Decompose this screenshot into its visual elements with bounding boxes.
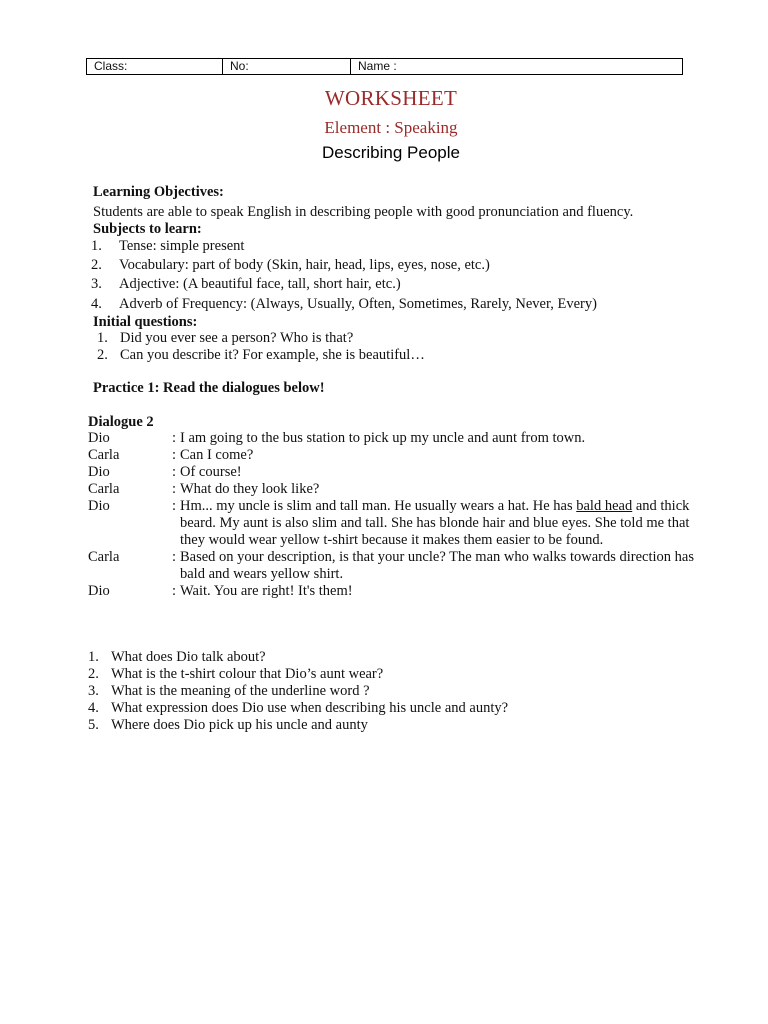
dialogue-text: Of course!: [180, 464, 242, 480]
subjects-heading: Subjects to learn:: [93, 221, 202, 237]
question-number: 3.: [88, 683, 99, 699]
speaker-colon: :: [172, 464, 177, 480]
question-text: What expression does Dio use when describing his uncle and aunty?: [111, 700, 509, 716]
learning-objectives-text: Students are able to speak English in describing people with good pronunciation and fluency.: [93, 204, 634, 220]
list-number: 1.: [91, 238, 102, 254]
initial-questions-list: [97, 330, 425, 364]
speaker-colon: :: [172, 481, 177, 497]
speaker-colon: :: [172, 430, 177, 446]
list-item: [88, 238, 597, 257]
question-number: 4.: [88, 700, 99, 716]
speaker-colon: :: [172, 583, 177, 599]
question-text: What does Dio talk about?: [111, 649, 266, 665]
speaker-colon: :: [172, 447, 177, 463]
list-number: 4.: [91, 295, 102, 312]
learning-objectives-heading: Learning Objectives:: [93, 184, 224, 200]
dialogue-text: Wait. You are right! It's them!: [180, 583, 353, 599]
question-item: [88, 666, 508, 683]
dialogue-line: [88, 583, 698, 600]
list-text: Did you ever see a person? Who is that?: [120, 330, 354, 346]
speaker-colon: :: [172, 498, 177, 514]
student-info-table: [86, 58, 683, 75]
speaker-name: Carla: [88, 447, 120, 463]
dialogue-text: [180, 498, 698, 549]
topic-heading: Describing People: [322, 143, 460, 162]
dialogue-line: [88, 549, 698, 583]
list-number: 3.: [91, 276, 102, 293]
question-item: [88, 683, 508, 700]
practice-heading: Practice 1: Read the dialogues below!: [93, 380, 325, 396]
list-text: Tense: simple present: [119, 238, 245, 254]
speaker-name: Dio: [88, 583, 110, 599]
dialogue-text: Based on your description, is that your uncle? The man who walks towards direction has bald and wears yellow shirt.: [180, 549, 694, 582]
subjects-list: [88, 238, 597, 315]
question-number: 5.: [88, 717, 99, 733]
dialogue-line: [88, 430, 698, 447]
question-text: What is the meaning of the underline word ?: [111, 683, 370, 699]
dialogue-text-before: Hm... my uncle is slim and tall man. He usually wears a hat. He has: [180, 498, 577, 514]
list-item: [97, 347, 425, 364]
question-item: [88, 700, 508, 717]
dialogue-line: [88, 447, 698, 464]
list-item: [88, 276, 597, 295]
list-number: 1.: [97, 330, 108, 346]
initial-questions-heading: Initial questions:: [93, 314, 198, 330]
list-item: [88, 257, 597, 276]
list-text: Adjective: (A beautiful face, tall, short hair, etc.): [119, 276, 401, 293]
dialogue-text: Can I come?: [180, 447, 254, 463]
comprehension-questions: [88, 649, 508, 734]
question-text: Where does Dio pick up his uncle and aunty: [111, 717, 368, 733]
dialogue-title: Dialogue 2: [88, 414, 154, 430]
list-text: Adverb of Frequency: (Always, Usually, Often, Sometimes, Rarely, Never, Every): [119, 295, 597, 312]
class-field[interactable]: Class:: [87, 59, 223, 74]
name-field[interactable]: Name :: [358, 59, 397, 73]
dialogue: [88, 430, 698, 600]
speaker-name: Carla: [88, 481, 120, 497]
question-number: 1.: [88, 649, 99, 665]
question-number: 2.: [88, 666, 99, 682]
dialogue-text: What do they look like?: [180, 481, 320, 497]
question-item: [88, 717, 508, 734]
list-number: 2.: [97, 347, 108, 363]
speaker-name: Dio: [88, 430, 110, 446]
learning-objectives-section: [88, 184, 633, 238]
dialogue-line: [88, 481, 698, 498]
speaker-name: Dio: [88, 498, 110, 514]
worksheet-title: WORKSHEET: [324, 86, 458, 110]
dialogue-text: I am going to the bus station to pick up my uncle and aunt from town.: [180, 430, 586, 446]
dialogue-text-after: and thick beard. My aunt is also slim and tall. She has blonde hair and blue eyes. She told me that they would wear yellow t-shirt because it makes them easier to be found.: [180, 498, 690, 548]
speaker-name: Dio: [88, 464, 110, 480]
element-subtitle: Element : Speaking: [324, 118, 458, 137]
dialogue-line: [88, 498, 698, 549]
list-number: 2.: [91, 257, 102, 274]
question-text: What is the t-shirt colour that Dio’s aunt wear?: [111, 666, 384, 682]
number-field[interactable]: No:: [223, 59, 351, 74]
dialogue-line: [88, 464, 698, 481]
list-text: Vocabulary: part of body (Skin, hair, head, lips, eyes, nose, etc.): [119, 257, 490, 274]
list-item: [97, 330, 425, 347]
question-item: [88, 649, 508, 666]
list-text: Can you describe it? For example, she is beautiful…: [120, 347, 425, 363]
speaker-colon: :: [172, 549, 177, 565]
speaker-name: Carla: [88, 549, 120, 565]
underlined-word: bald head: [576, 498, 633, 514]
list-item: [88, 296, 597, 315]
